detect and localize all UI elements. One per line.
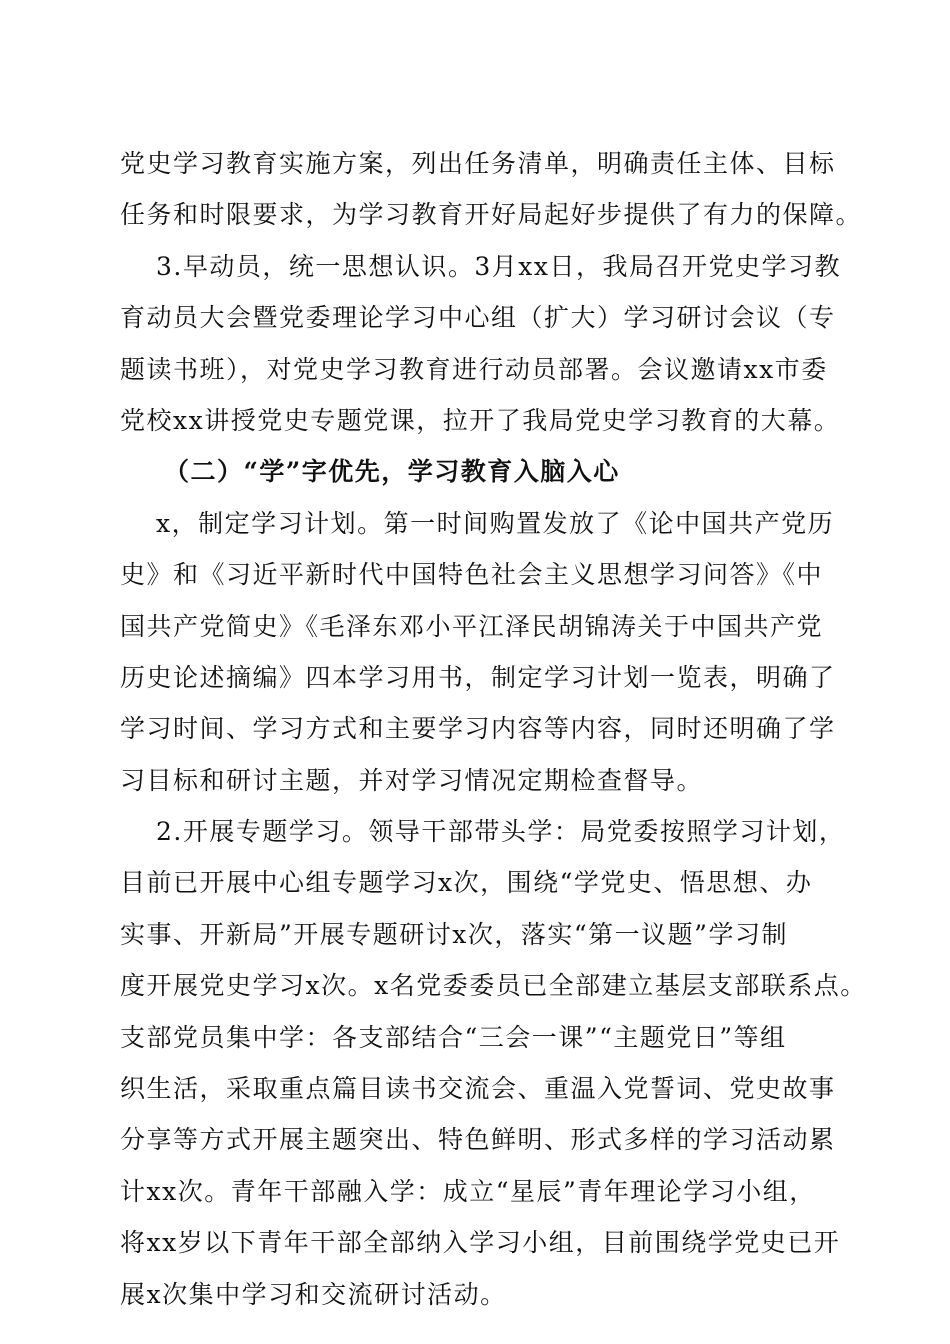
text-line: 将xx岁以下青年干部全部纳入学习小组，目前围绕学党史已开 bbox=[120, 1228, 841, 1258]
text-line: x，制定学习计划。第一时间购置发放了《论中国共产党历 bbox=[156, 508, 835, 538]
text-line: 织生活，采取重点篇目读书交流会、重温入党誓词、党史故事 bbox=[120, 1074, 836, 1104]
text-line: 党校xx讲授党史专题党课，拉开了我局党史学习教育的大幕。 bbox=[120, 405, 841, 435]
text-line: 展x次集中学习和交流研讨活动。 bbox=[120, 1279, 507, 1309]
text-line: 度开展党史学习x次。x名党委委员已全部建立基层支部联系点。 bbox=[120, 971, 867, 1001]
text-line: 2.开展专题学习。领导干部带头学：局党委按照学习计划， bbox=[156, 817, 846, 847]
text-line: 国共产党简史》《毛泽东邓小平江泽民胡锦涛关于中国共产党 bbox=[120, 611, 824, 641]
text-line: 任务和时限要求，为学习教育开好局起好步提供了有力的保障。 bbox=[120, 200, 863, 230]
text-line: 史》和《习近平新时代中国特色社会主义思想学习问答》《中 bbox=[120, 560, 824, 590]
text-line: 题读书班），对党史学习教育进行动员部署。会议邀请xx市委 bbox=[120, 354, 828, 384]
text-line: 学习时间、学习方式和主要学习内容等内容，同时还明确了学 bbox=[120, 714, 836, 744]
text-line: 习目标和研讨主题，并对学习情况定期检查督导。 bbox=[120, 765, 704, 795]
section-heading: （二）“学”字优先，学习教育入脑入心 bbox=[164, 457, 620, 487]
text-line: 支部党员集中学：各支部结合“三会一课”“主题党日”等组 bbox=[120, 1022, 787, 1052]
text-line: 3.早动员，统一思想认识。3月xx日，我局召开党史学习教 bbox=[156, 251, 841, 281]
text-line: 计xx次。青年干部融入学：成立“星辰”青年理论学习小组， bbox=[120, 1176, 816, 1206]
text-line: 实事、开新局”开展专题研讨x次，落实“第一议题”学习制 bbox=[120, 919, 788, 949]
text-line: 历史论述摘编》四本学习用书，制定学习计划一览表，明确了 bbox=[120, 662, 836, 692]
text-line: 育动员大会暨党委理论学习中心组（扩大）学习研讨会议（专 bbox=[120, 303, 836, 333]
text-line: 目前已开展中心组专题学习x次，围绕“学党史、悟思想、办 bbox=[120, 868, 813, 898]
document-body bbox=[120, 138, 867, 1320]
text-line: 分享等方式开展主题突出、特色鲜明、形式多样的学习活动累 bbox=[120, 1125, 836, 1155]
text-line: 党史学习教育实施方案，列出任务清单，明确责任主体、目标 bbox=[120, 149, 836, 178]
